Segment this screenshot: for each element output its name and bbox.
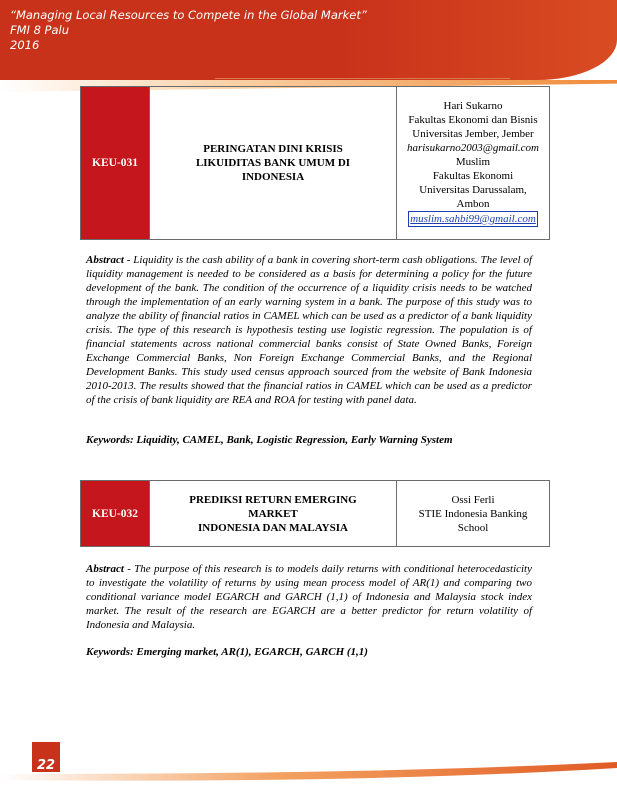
author-affiliation: School — [457, 521, 489, 534]
title-line: LIKUIDITAS BANK UMUM DI — [195, 157, 351, 169]
author-name: Hari Sukarno — [443, 100, 503, 112]
paper-title — [150, 87, 397, 240]
paper-code: KEU-031 — [81, 87, 150, 240]
paper-code: KEU-032 — [81, 481, 150, 547]
title-line: INDONESIA — [241, 171, 305, 183]
paper-keywords: Keywords: Liquidity, CAMEL, Bank, Logistic Regression, Early Warning System — [86, 434, 453, 446]
title-line: MARKET — [248, 507, 298, 520]
author-affiliation: Universitas Darussalam, — [419, 184, 527, 196]
conference-name: FMI 8 Palu — [10, 23, 70, 37]
paper-abstract — [86, 562, 532, 632]
title-line: PREDIKSI RETURN EMERGING — [189, 493, 357, 506]
conference-theme: “Managing Local Resources to Compete in the Global Market” — [10, 8, 367, 22]
paper-authors — [397, 87, 550, 240]
author-affiliation: Fakultas Ekonomi dan Bisnis — [408, 114, 538, 126]
author-affiliation: Fakultas Ekonomi — [432, 170, 514, 182]
title-line: INDONESIA DAN MALAYSIA — [198, 521, 348, 534]
page-number: 22 — [32, 742, 60, 772]
footer-swoosh — [0, 760, 617, 800]
author-name: Muslim — [455, 156, 491, 168]
paper-entry-keu-032 — [80, 480, 550, 547]
author-affiliation: Ambon — [456, 198, 490, 210]
abstract-label: Abstract — [86, 563, 124, 575]
paper-abstract — [86, 253, 532, 407]
abstract-label: Abstract — [86, 254, 124, 266]
conference-header-text — [10, 8, 367, 53]
author-email[interactable]: harisukarno2003@gmail.com — [406, 142, 540, 154]
abstract-text: - Liquidity is the cash ability of a bank in covering short-term cash obligations. The level of liquidity management is needed to be considered as a basis for determining a policy for the future development of the bank. The condition of the occurrence of a liquidity crisis needs to be watched through the implementation of an early warning system in a bank. The purpose of this study was to analyze the ability of financial ratios in CAMEL which can be used as a predictor of a bank liquidity crisis. The type of this research is hypothesis testing use logistic regression. The population is of financial statements across national commercial banks consist of State Owned Banks, Foreign Exchange Commercial Banks, Non Foreign Exchange Commercial Banks, and the Regional Development Banks. This study used census approach sourced from the website of Bank Indonesia 2010-2013. The results showed that the financial ratios in CAMEL which can be used as a predictor of the crisis of bank liquidity are REA and ROA for testing with panel data. — [86, 254, 532, 406]
author-email-link[interactable]: muslim.sahbi99@gmail.com — [410, 213, 536, 225]
paper-entry-keu-031 — [80, 86, 550, 240]
author-affiliation: Universitas Jember, Jember — [412, 128, 534, 140]
top-divider — [215, 78, 510, 79]
paper-title — [150, 481, 397, 547]
paper-authors — [397, 481, 550, 547]
title-line: PERINGATAN DINI KRISIS — [203, 143, 343, 155]
author-affiliation: STIE Indonesia Banking — [418, 507, 528, 520]
conference-year: 2016 — [10, 38, 40, 52]
abstract-text: - The purpose of this research is to models daily returns with conditional heterocedasticity to investigate the volatility of returns by using mean process model of AR(1) and comparing two conditional variance model EGARCH and GARCH (1,1) of Indonesia and Malaysia stock index market. The result of the research are EGARCH are a better predictor for return volatility of Indonesia and Malaysia. — [86, 563, 532, 631]
author-name: Ossi Ferli — [451, 493, 495, 506]
paper-keywords: Keywords: Emerging market, AR(1), EGARCH, GARCH (1,1) — [86, 646, 368, 658]
